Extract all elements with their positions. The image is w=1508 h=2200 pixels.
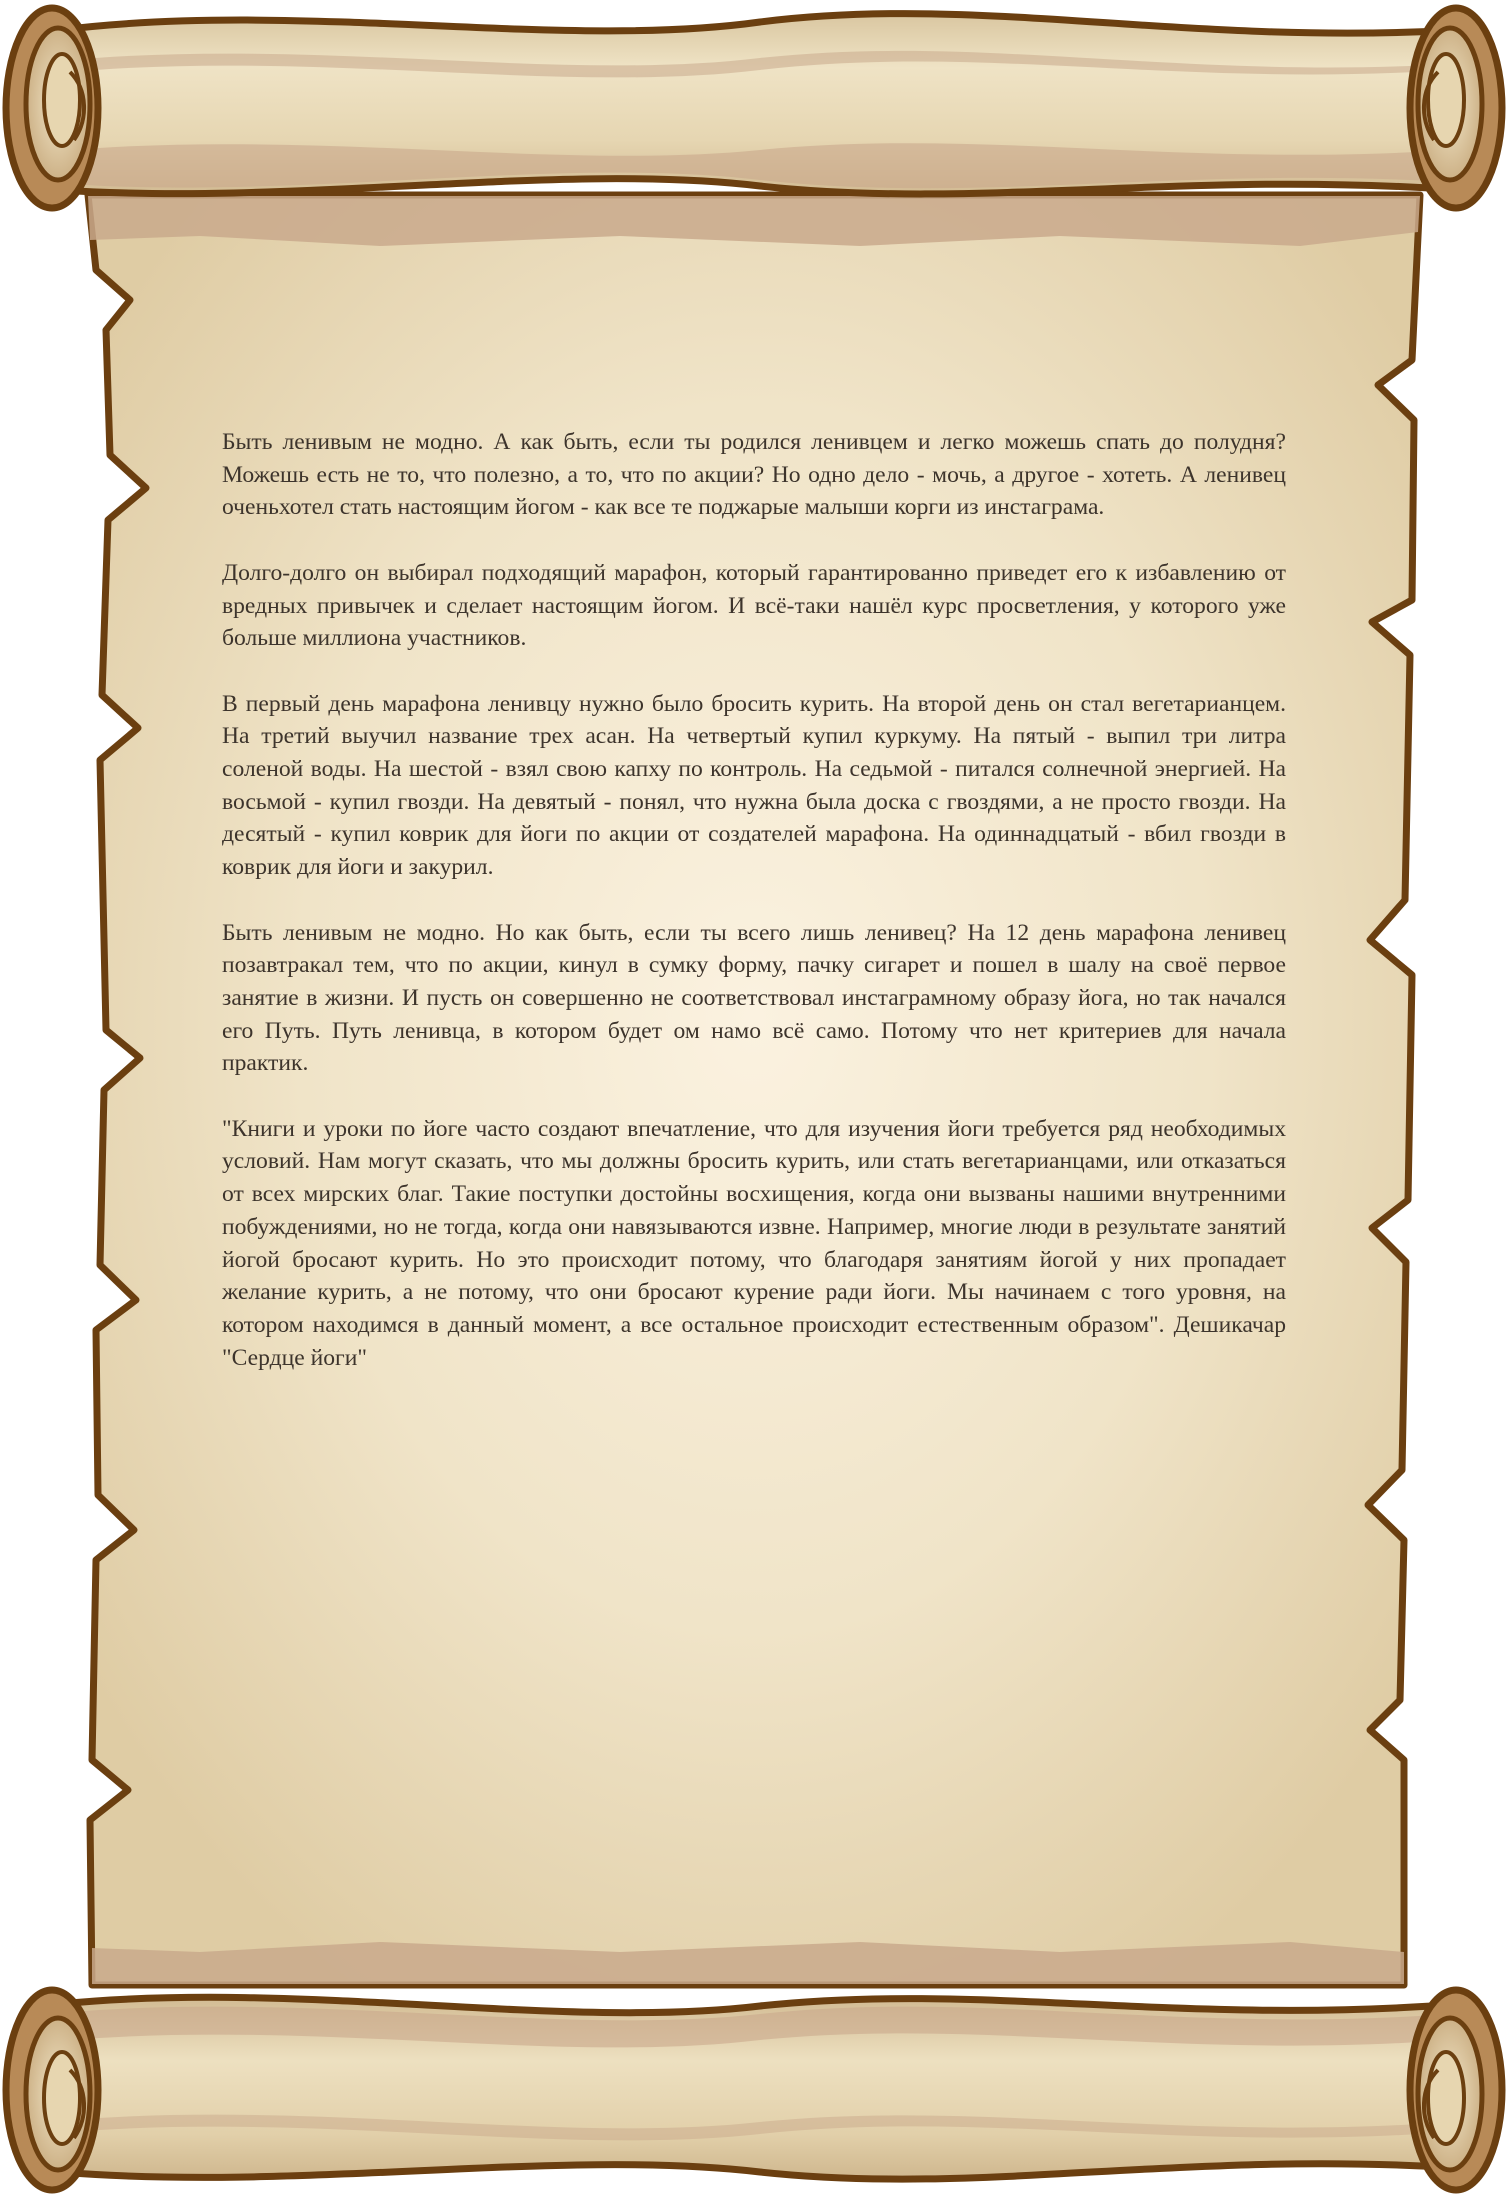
paragraph-marathon-search: Долго-долго он выбирал подходящий марафон, который гарантированно приведет его к избавлению от вредных привычек и сделает настоящим йогом. И всё-таки нашёл курс просветления, у которого уже больше миллиона участников. xyxy=(222,559,1286,652)
bottom-right-coil xyxy=(1410,1990,1502,2190)
top-right-coil xyxy=(1410,8,1502,208)
top-left-coil xyxy=(6,8,98,208)
paragraph-quote: "Книги и уроки по йоге часто создают впечатление, что для изучения йоги требуется ряд необходимых условий. Нам могут сказать, что мы должны бросить курить, или стать вегетарианцами, или отказаться от всех мирских благ. Такие поступки достойны восхищения, когда они вызваны нашими внутренними побуждениями, но не тогда, когда они навязываются извне. Например, многие люди в результате занятий йогой бросают курить. Но это происходит потому, что благодаря занятиям йогой у них пропадает желание курить, а не потому, что они бросают курение ради йоги. Мы начинаем с того уровня, на котором находимся в данный момент, а все остальное происходит естественным образом". Дешикачар "Сердце йоги" xyxy=(222,1115,1286,1371)
paragraph-marathon-days: В первый день марафона ленивцу нужно было бросить курить. На второй день он стал вегетарианцем. На третий выучил название трех асан. На четвертый купил куркуму. На пятый - выпил три литра соленой воды. На шестой - взял свою капху по контроль. На седьмой - питался солнечной энергией. На восьмой - купил гвозди. На девятый - понял, что нужна была доска с гвоздями, а не просто гвозди. На десятый - купил коврик для йоги по акции от создателей марафона. На одиннадцатый - вбил гвозди в коврик для йоги и закурил. xyxy=(222,690,1286,881)
bottom-roll-shadow xyxy=(92,1942,1404,1984)
top-roll-shadow xyxy=(88,196,1420,246)
paragraph-day-twelve: Быть ленивым не модно. Но как быть, если ты всего лишь ленивец? На 12 день марафона ленивец позавтракал тем, что по акции, кинул в сумку форму, пачку сигарет и пошел в шалу на своё первое занятие в жизни. И пусть он совершенно не соответствовал инстаграмному образу йога, но так начался его Путь. Путь ленивца, в котором будет ом намо всё само. Потому что нет критериев для начала практик. xyxy=(222,919,1286,1077)
paragraph-intro: Быть ленивым не модно. А как быть, если ты родился ленивцем и легко можешь спать до полудня? Можешь есть не то, что полезно, а то, что по акции? Но одно дело - мочь, а другое - хотеть. А ленивец оченьхотел стать настоящим йогом - как все те поджарые малыши корги из инстаграма. xyxy=(222,429,1286,521)
story-text xyxy=(222,426,1286,1374)
bottom-left-coil xyxy=(6,1990,98,2190)
